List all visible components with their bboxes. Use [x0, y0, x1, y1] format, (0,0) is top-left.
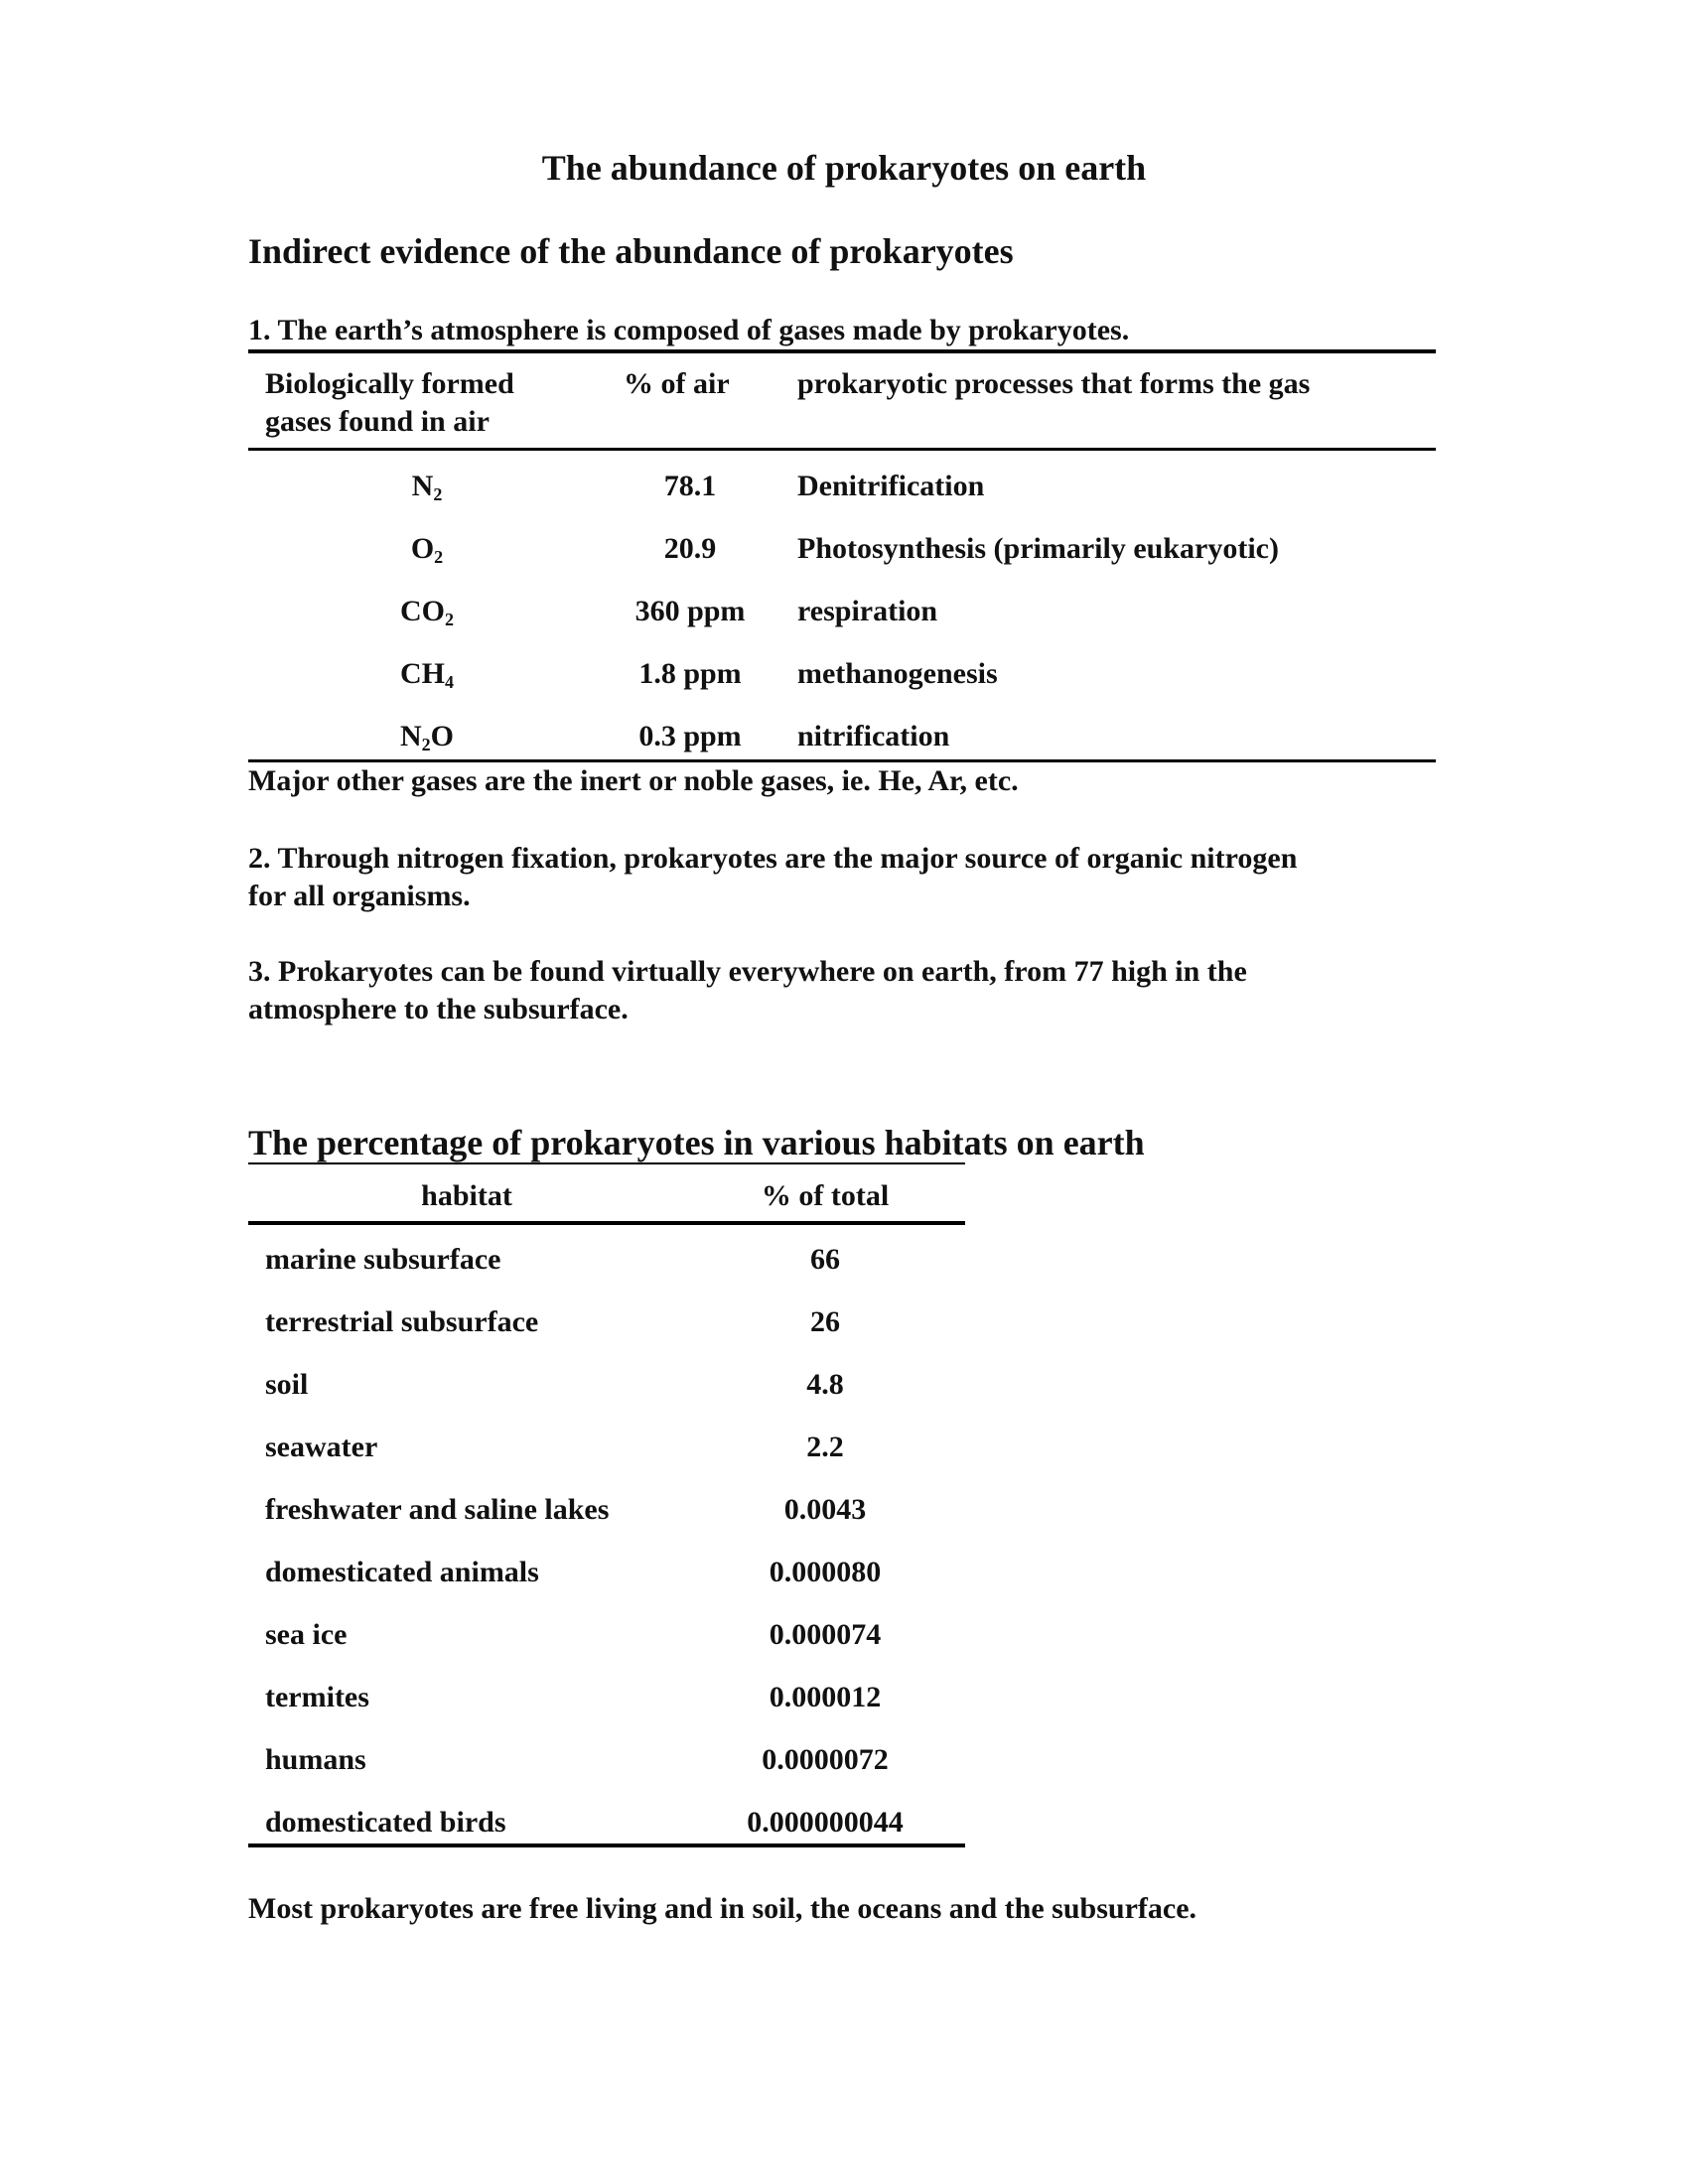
gas-percent: 1.8 ppm [638, 657, 742, 690]
point-1: 1. The earth’s atmosphere is composed of gases made by prokaryotes. [248, 314, 1130, 346]
habitat-table-header-rule [248, 1221, 965, 1225]
gas-formula-base: N [399, 720, 422, 752]
gas-col1-header-line1: Biologically formed [265, 367, 514, 400]
gas-table-top-rule [248, 349, 1436, 353]
gas-formula [328, 595, 526, 628]
gas-percent: 20.9 [663, 532, 717, 565]
gas-process: methanogenesis [797, 657, 998, 690]
gas-col2-header: % of air [624, 367, 730, 400]
habitat-name: domesticated birds [265, 1806, 506, 1839]
gas-percent: 0.3 ppm [638, 720, 742, 752]
gas-formula-subscript: 2 [433, 484, 443, 504]
section-heading-indirect-evidence: Indirect evidence of the abundance of prokaryotes [248, 231, 1014, 271]
point-3-line-2: atmosphere to the subsurface. [248, 993, 629, 1025]
conclusion: Most prokaryotes are free living and in soil, the oceans and the subsurface. [248, 1892, 1197, 1925]
habitat-percent: 0.0000072 [762, 1743, 889, 1776]
gas-formula [328, 657, 526, 691]
gas-formula-base: O [410, 532, 435, 565]
point-2-line-2: for all organisms. [248, 880, 471, 912]
gas-formula-subscript: 2 [445, 610, 454, 629]
habitat-percent: 4.8 [806, 1368, 844, 1401]
habitat-name: domesticated animals [265, 1556, 539, 1588]
gas-formula-base: N [411, 470, 434, 502]
habitat-percent: 0.000074 [769, 1618, 882, 1651]
habitat-name: sea ice [265, 1618, 348, 1651]
habitat-percent: 26 [810, 1305, 840, 1338]
gas-formula-subscript: 4 [445, 672, 454, 692]
gas-process: Photosynthesis (primarily eukaryotic) [797, 532, 1279, 565]
habitat-percent: 2.2 [806, 1431, 844, 1463]
habitat-percent: 66 [810, 1243, 840, 1276]
section-heading-habitats: The percentage of prokaryotes in various habitats on earth [248, 1123, 1145, 1162]
gas-formula [328, 532, 526, 566]
gas-formula-base: CO [400, 595, 445, 627]
gas-formula [328, 720, 526, 753]
percent-total-col-header: % of total [761, 1179, 890, 1212]
habitat-percent: 0.000012 [769, 1681, 882, 1713]
habitat-name: seawater [265, 1431, 378, 1463]
habitat-percent: 0.000080 [769, 1556, 882, 1588]
habitat-percent: 0.0043 [783, 1493, 867, 1526]
habitat-name: terrestrial subsurface [265, 1305, 539, 1338]
gas-formula [328, 470, 526, 503]
habitat-name: marine subsurface [265, 1243, 501, 1276]
gas-col1-header-line2: gases found in air [265, 405, 490, 438]
habitat-table-bottom-rule [248, 1843, 965, 1847]
gas-formula-subscript: 2 [434, 547, 444, 567]
gas-formula-subscript: 2 [421, 735, 431, 754]
gas-process: Denitrification [797, 470, 985, 502]
gas-percent: 360 ppm [634, 595, 746, 627]
gas-table-footnote: Major other gases are the inert or noble gases, ie. He, Ar, etc. [248, 764, 1019, 797]
habitat-name: termites [265, 1681, 369, 1713]
habitat-name: humans [265, 1743, 366, 1776]
point-2-line-1: 2. Through nitrogen fixation, prokaryotes are the major source of organic nitrogen [248, 842, 1298, 875]
habitat-percent: 0.000000044 [747, 1806, 904, 1839]
gas-process: respiration [797, 595, 938, 627]
gas-process: nitrification [797, 720, 950, 752]
habitat-col-header: habitat [421, 1179, 512, 1212]
habitat-name: freshwater and saline lakes [265, 1493, 610, 1526]
habitat-heading-underline [248, 1162, 965, 1164]
gas-col3-header: prokaryotic processes that forms the gas [797, 367, 1311, 400]
habitat-name: soil [265, 1368, 309, 1401]
gas-formula-tail: O [430, 720, 454, 752]
point-3-line-1: 3. Prokaryotes can be found virtually everywhere on earth, from 77 high in the [248, 955, 1247, 988]
gas-percent: 78.1 [663, 470, 717, 502]
gas-table-bottom-rule [248, 759, 1436, 762]
gas-table-header-rule [248, 448, 1436, 451]
page-title: The abundance of prokaryotes on earth [541, 148, 1147, 188]
gas-formula-base: CH [400, 657, 445, 690]
